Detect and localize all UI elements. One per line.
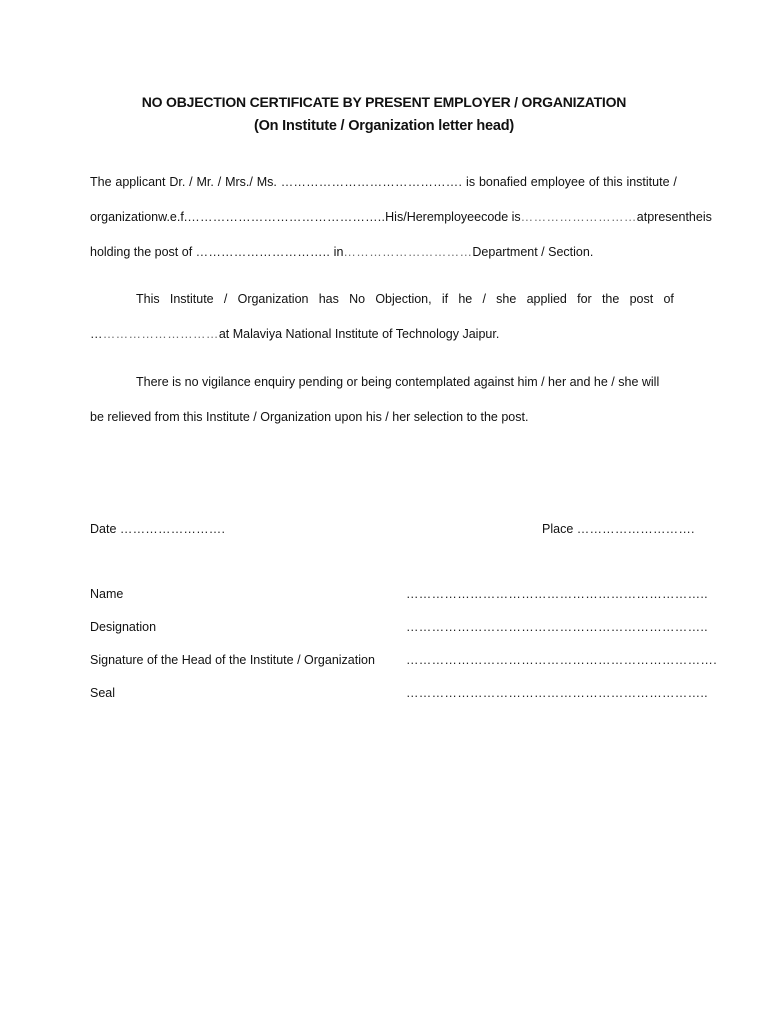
paragraph-2-line-2 [90, 325, 677, 343]
word: No [349, 292, 366, 306]
word: / [223, 292, 228, 306]
seal-blank: …………………………………………………………….. [406, 686, 708, 700]
text: at Malaviya National Institute of Technology Jaipur. [218, 327, 500, 341]
word: present [647, 210, 689, 224]
paragraph-1-line-1 [90, 173, 677, 191]
text: holding the post of [90, 245, 196, 259]
word: is [466, 175, 476, 189]
text: Department / Section. [472, 245, 594, 259]
word: the [601, 292, 620, 306]
paragraph-1-line-2 [90, 208, 712, 226]
word: / [403, 210, 407, 224]
place-blank: ………………………. [576, 522, 695, 536]
word: he [458, 292, 473, 306]
signature-blank: ………………………………………………………………. [406, 653, 717, 667]
document-subtitle: (On Institute / Organization letter head) [253, 118, 515, 134]
word: / [189, 175, 193, 189]
word: organization [90, 210, 159, 224]
word: code is [481, 210, 521, 224]
designation-label: Designation [90, 620, 157, 634]
word: Organization [237, 292, 309, 306]
wef-date-blank: ……………………………………….. [187, 210, 386, 224]
name-blank: …………………………………………………………….. [406, 587, 708, 601]
post-blank: ………………………….. [195, 245, 334, 259]
word: / [217, 175, 222, 189]
document-title: NO OBJECTION CERTIFICATE BY PRESENT EMPLOYER / ORGANIZATION [141, 94, 627, 110]
date-label: Date [90, 522, 120, 536]
word: / [673, 175, 677, 189]
employee-code-blank: ……………………… [520, 210, 637, 224]
word: Objection, [375, 292, 432, 306]
word: of [663, 292, 674, 306]
word: for [577, 292, 592, 306]
word: Mrs./ [225, 175, 253, 189]
word: she [496, 292, 517, 306]
paragraph-3-line-1: There is no vigilance enquiry pending or being contemplated against him / her and he / she will [136, 375, 660, 389]
word: post [629, 292, 654, 306]
word: Dr. [169, 175, 186, 189]
date-blank: ……………………. [119, 522, 226, 536]
place-label: Place [542, 522, 577, 536]
word: applied [526, 292, 567, 306]
word: Her [406, 210, 427, 224]
place-field [542, 522, 695, 536]
applied-post-blank-start: … [90, 327, 103, 341]
word: Ms. [256, 175, 277, 189]
word: applicant [115, 175, 166, 189]
word: of [588, 175, 600, 189]
word: employee [530, 175, 585, 189]
paragraph-1-line-3 [90, 243, 677, 261]
applied-post-blank: ……………………… [102, 327, 219, 341]
name-label: Name [90, 587, 124, 601]
word: has [318, 292, 339, 306]
department-blank: ………………………… [343, 245, 473, 259]
designation-blank: …………………………………………………………….. [406, 620, 708, 634]
applicant-name-blank: ……………………………………. [280, 175, 463, 189]
paragraph-2-line-1 [136, 290, 674, 308]
word: he [688, 210, 703, 224]
word-group [481, 208, 647, 226]
word: employee [426, 210, 482, 224]
word: Institute [169, 292, 214, 306]
word: this [603, 175, 623, 189]
word: / [482, 292, 486, 306]
word: at [636, 210, 648, 224]
signature-label: Signature of the Head of the Institute / Organization [90, 653, 375, 667]
word: His [385, 210, 404, 224]
word: w.e.f. [158, 210, 188, 224]
word: Mr. [196, 175, 214, 189]
word: The [90, 175, 112, 189]
word: institute [626, 175, 670, 189]
word: bonafied [478, 175, 527, 189]
seal-label: Seal [90, 686, 116, 700]
text: in [333, 245, 344, 259]
word: if [441, 292, 449, 306]
word: is [702, 210, 712, 224]
word: This [136, 292, 160, 306]
date-field [90, 522, 225, 536]
paragraph-3-line-2: be relieved from this Institute / Organization upon his / her selection to the post. [90, 410, 529, 424]
